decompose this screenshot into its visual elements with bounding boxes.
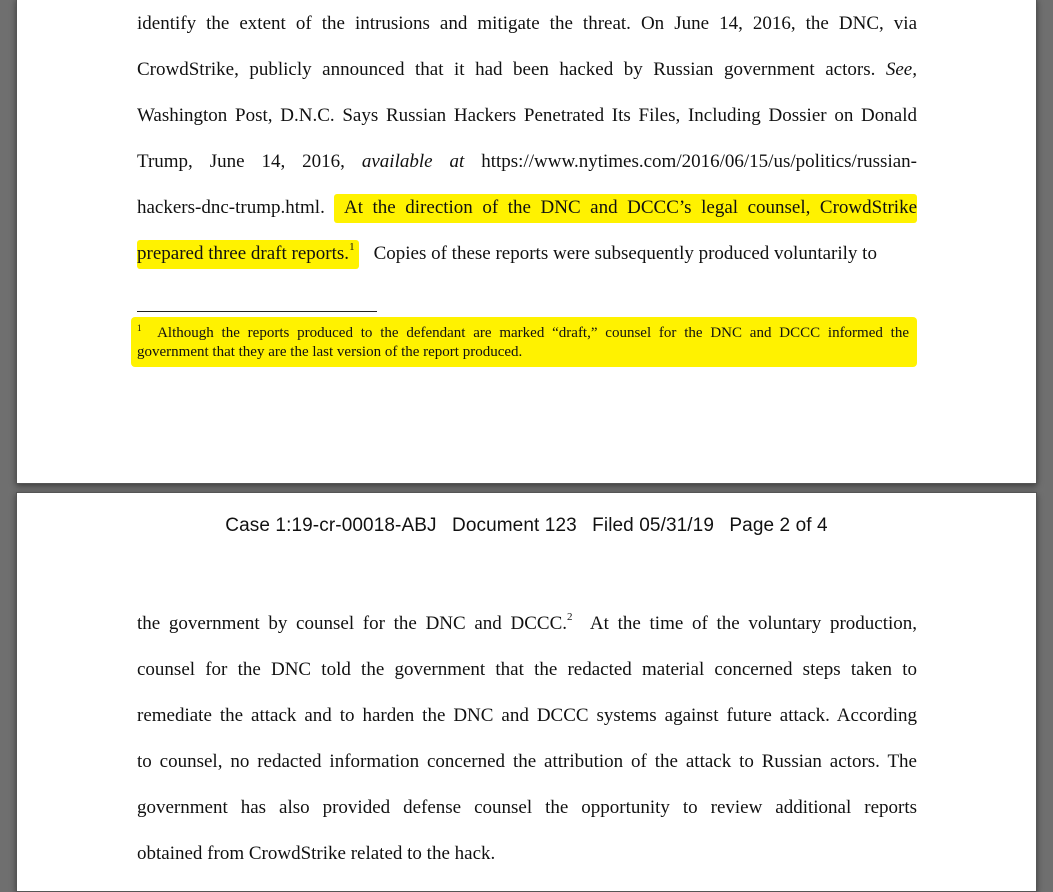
body-line-5: government has also provided defense counsel the opportunity to review additional reports xyxy=(137,797,917,818)
highlighted-text: prepared three draft reports.$^1$ xyxy=(137,240,359,269)
highlighted-text: At the direction of the DNC and DCCC’s legal counsel, CrowdStrike xyxy=(334,194,917,223)
footnote-line-1: $^1$ Although the reports produced to the defendant are marked “draft,” counsel for the DNC and DCCC informed the xyxy=(137,323,909,341)
filed-date: Filed 05/31/19 xyxy=(592,515,714,536)
footnote-separator xyxy=(137,311,377,312)
body-line-2: CrowdStrike, publicly announced that it had been hacked by Russian government actors. See, xyxy=(137,59,917,80)
document-page-2 xyxy=(16,492,1037,892)
citation-signal: See, xyxy=(885,59,917,80)
body-line-1: identify the extent of the intrusions and mitigate the threat. On June 14, 2016, the DNC, via xyxy=(137,13,917,34)
body-line-3: remediate the attack and to harden the DNC and DCCC systems against future attack. According xyxy=(137,705,917,726)
case-number: Case 1:19-cr-00018-ABJ xyxy=(225,515,437,536)
footnote-line-2: government that they are the last version of the report produced. xyxy=(137,344,523,360)
footnote-ref-1: 1 xyxy=(349,241,355,253)
body-line-6: obtained from CrowdStrike related to the hack. xyxy=(137,843,496,864)
document-number: Document 123 xyxy=(452,515,577,536)
document-page-1 xyxy=(16,0,1037,484)
body-line-4: Trump, June 14, 2016, available at https://www.nytimes.com/2016/06/15/us/politics/russian- xyxy=(137,151,917,172)
body-line-1: the government by counsel for the DNC and DCCC.$^2$ At the time of the voluntary production, xyxy=(137,611,918,634)
available-at-text: available at xyxy=(361,151,465,172)
body-line-5: hackers-dnc-trump.html. At the direction of the DNC and DCCC’s legal counsel, CrowdStrike xyxy=(137,196,917,220)
case-header xyxy=(17,515,1036,537)
body-line-6: prepared three draft reports.$^1$ Copies of these reports were subsequently produced voluntarily to xyxy=(137,242,917,266)
article-url: https://www.nytimes.com/2016/06/15/us/politics/russian- xyxy=(481,151,917,172)
body-line-2: counsel for the DNC told the government that the redacted material concerned steps taken to xyxy=(137,659,917,680)
body-line-3: Washington Post, D.N.C. Says Russian Hackers Penetrated Its Files, Including Dossier on Donald xyxy=(137,105,917,126)
page-indicator: Page 2 of 4 xyxy=(729,515,828,536)
footnote-ref-2: 2 xyxy=(567,611,573,623)
body-line-4: to counsel, no redacted information concerned the attribution of the attack to Russian actors. The xyxy=(137,751,917,772)
